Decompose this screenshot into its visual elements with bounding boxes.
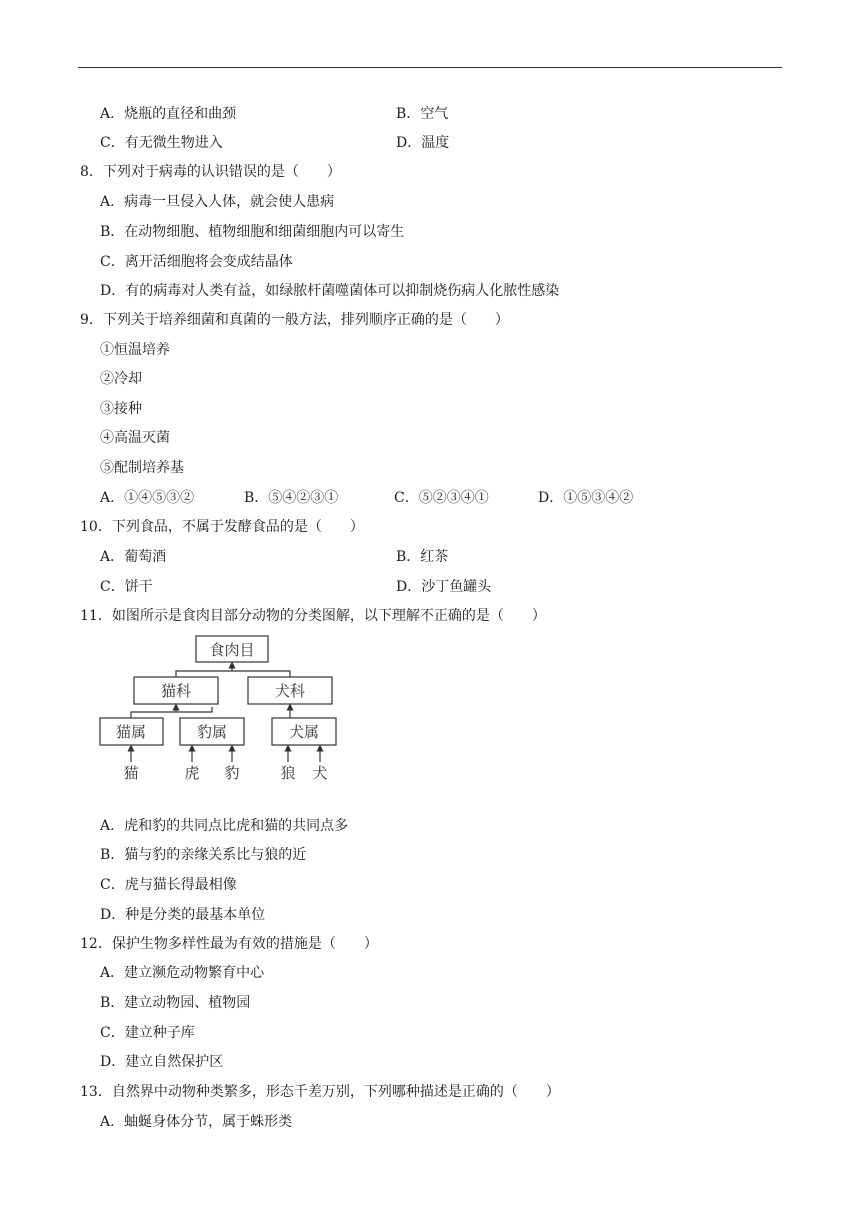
q9-step-3: ③接种 [100, 401, 142, 417]
q9-option-c: C．⑤②③④① [394, 490, 489, 506]
genus-dog-label: 犬属 [288, 723, 320, 741]
q8-option-c: C．离开活细胞将会变成结晶体 [100, 254, 293, 270]
q9-option-a: A．①④⑤③② [100, 490, 195, 506]
q10-option-c: C．饼干 [100, 579, 153, 595]
q9-step-4: ④高温灭菌 [100, 430, 170, 446]
q7-option-d: D．温度 [396, 135, 450, 151]
family-dog-label: 犬科 [274, 682, 306, 700]
q8-option-b: B．在动物细胞、植物细胞和细菌细胞内可以寄生 [100, 224, 405, 240]
header-rule [78, 67, 782, 68]
q8-option-a: A．病毒一旦侵入人体，就会使人患病 [100, 194, 335, 210]
species-cat-label: 猫 [123, 764, 139, 782]
q11-stem: 11．如图所示是食肉目部分动物的分类图解，以下理解不正确的是（ ） [80, 608, 546, 624]
q11-option-c: C．虎与猫长得最相像 [100, 877, 237, 893]
q11-option-d: D．种是分类的最基本单位 [100, 907, 266, 923]
q11-option-a: A．虎和豹的共同点比虎和猫的共同点多 [100, 818, 349, 834]
family-cat-label: 猫科 [160, 682, 192, 700]
q9-option-d: D．①⑤③④② [538, 490, 634, 506]
q8-option-d: D．有的病毒对人类有益，如绿脓杆菌噬菌体可以抑制烧伤病人化脓性感染 [100, 283, 560, 299]
q10-option-d: D．沙丁鱼罐头 [396, 579, 492, 595]
q7-option-c: C．有无微生物进入 [100, 135, 223, 151]
q9-step-2: ②冷却 [100, 371, 142, 387]
q9-stem: 9．下列关于培养细菌和真菌的一般方法，排列顺序正确的是（ ） [80, 312, 509, 328]
q12-option-a: A．建立濒危动物繁育中心 [100, 965, 265, 981]
species-tiger-label: 虎 [184, 764, 200, 782]
q10-stem: 10．下列食品，不属于发酵食品的是（ ） [80, 519, 364, 535]
q13-stem: 13．自然界中动物种类繁多，形态千差万别，下列哪种描述是正确的（ ） [80, 1084, 560, 1100]
species-leopard-label: 豹 [224, 764, 240, 782]
q9-step-1: ①恒温培养 [100, 342, 170, 358]
genus-cat-label: 猫属 [115, 723, 147, 741]
q9-step-5: ⑤配制培养基 [100, 460, 184, 476]
genus-leopard-label: 豹属 [196, 723, 228, 741]
q9-option-b: B．⑤④②③① [244, 490, 339, 506]
species-wolf-label: 狼 [280, 764, 296, 782]
q12-option-c: C．建立种子库 [100, 1025, 195, 1041]
connector-genus-to-felidae [131, 707, 212, 718]
q10-option-a: A．葡萄酒 [100, 549, 167, 565]
q11-option-b: B．猫与豹的亲缘关系比与狼的近 [100, 847, 307, 863]
q13-option-a: A．蚰蜒身体分节，属于蛛形类 [100, 1114, 293, 1130]
connector-family-to-order [176, 671, 290, 677]
q10-option-b: B．红茶 [396, 549, 449, 565]
q12-option-b: B．建立动物园、植物园 [100, 995, 251, 1011]
q12-option-d: D．建立自然保护区 [100, 1054, 224, 1070]
q12-stem: 12．保护生物多样性最为有效的措施是（ ） [80, 936, 378, 952]
q8-stem: 8．下列对于病毒的认识错误的是（ ） [80, 164, 341, 180]
species-dog-label: 犬 [312, 764, 328, 782]
classification-diagram [96, 634, 346, 784]
q7-option-a: A．烧瓶的直径和曲颈 [100, 106, 237, 122]
order-label: 食肉目 [209, 641, 255, 659]
q7-option-b: B．空气 [396, 106, 449, 122]
